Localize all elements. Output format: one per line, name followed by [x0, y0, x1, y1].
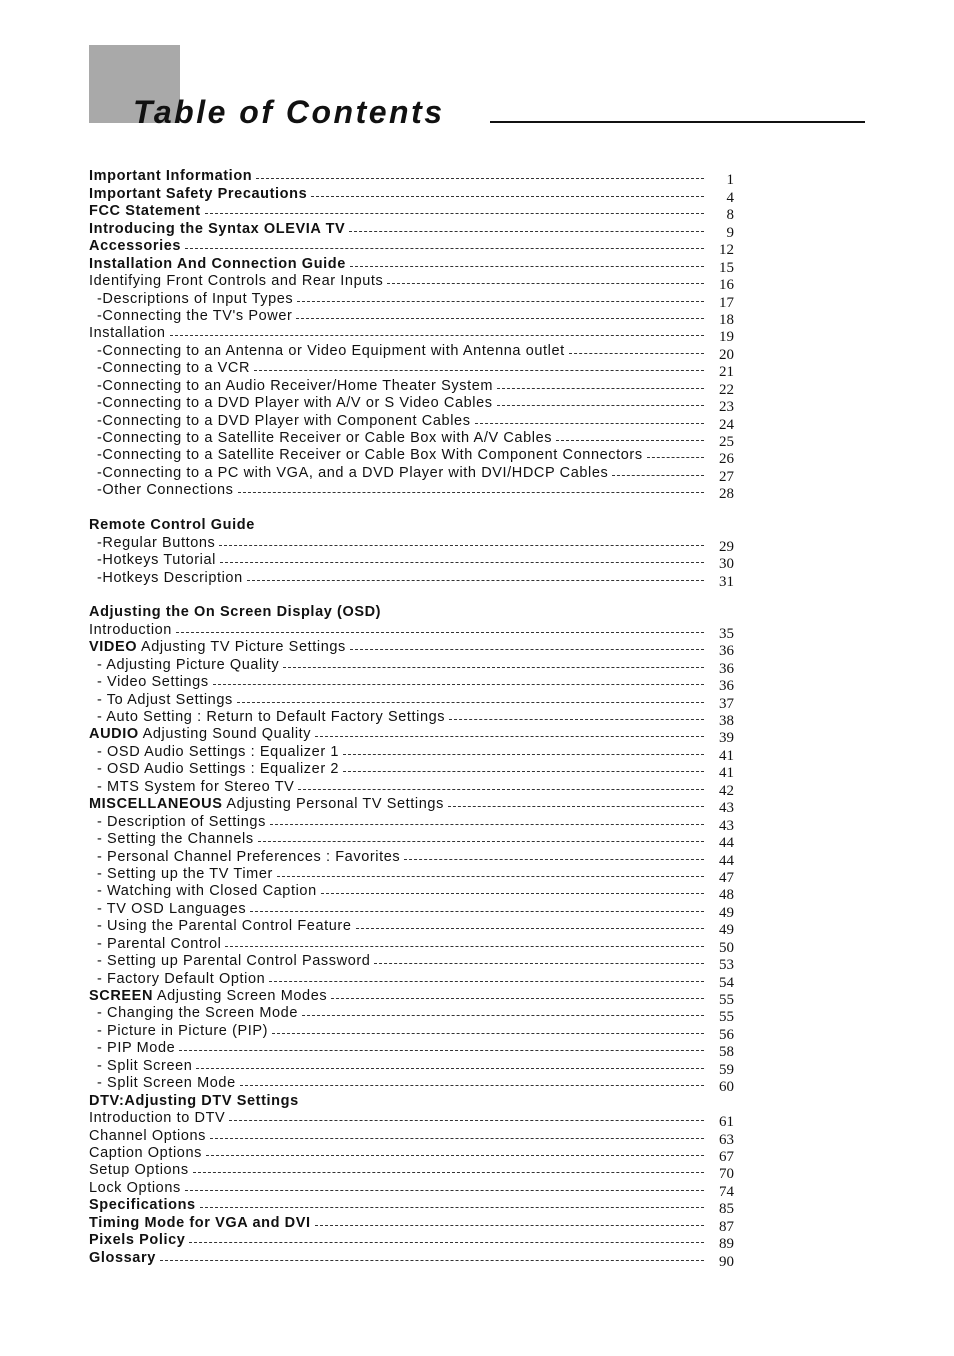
toc-page-number: 38 — [719, 713, 734, 729]
toc-page-number: 39 — [719, 730, 734, 747]
dot-leader — [205, 213, 704, 214]
toc-entry[interactable] — [89, 674, 734, 695]
toc-entry-title: - Split Screen — [97, 1057, 193, 1074]
dot-leader — [449, 719, 704, 720]
toc-section-heading[interactable] — [89, 517, 734, 534]
toc-entry-title: Setup Options — [89, 1162, 189, 1179]
dot-leader — [254, 370, 704, 371]
toc-entry-text: Adjusting TV Picture Settings — [137, 639, 346, 656]
dot-leader — [349, 231, 704, 232]
dot-leader — [160, 1260, 704, 1261]
toc-entry-title: - Description of Settings — [97, 813, 266, 830]
toc-spacer — [89, 499, 734, 516]
toc-entry-title: - Changing the Screen Mode — [97, 1005, 298, 1022]
toc-entry-title: -Connecting to a Satellite Receiver or Cable Box with A/V Cables — [97, 430, 553, 446]
toc-entry-title: Adjusting the On Screen Display (OSD) — [89, 604, 382, 621]
toc-entry-title: Pixels Policy — [89, 1232, 186, 1249]
toc-entry[interactable] — [89, 360, 734, 381]
dot-leader — [298, 789, 704, 790]
toc-entry[interactable] — [89, 220, 734, 241]
toc-page-number: 49 — [719, 922, 734, 939]
toc-entry[interactable] — [89, 1144, 734, 1165]
dot-leader — [356, 928, 704, 929]
toc-entry-title: Important Information — [89, 168, 253, 185]
dot-leader — [315, 736, 704, 737]
dot-leader — [277, 876, 704, 877]
toc-page-number: 35 — [719, 625, 734, 642]
toc-entry-title: - Factory Default Option — [97, 970, 266, 987]
toc-page-number: 24 — [719, 416, 734, 433]
dot-leader — [238, 492, 704, 493]
toc-page-number: 12 — [719, 242, 734, 259]
dot-leader — [179, 1050, 704, 1051]
toc-page-number: 37 — [719, 695, 734, 712]
toc-page-number: 43 — [719, 817, 734, 834]
toc-entry[interactable] — [89, 1040, 734, 1061]
dot-leader — [237, 702, 704, 703]
toc-page-number: 49 — [719, 904, 734, 921]
toc-page-number: 53 — [719, 957, 734, 974]
dot-leader — [321, 893, 704, 894]
toc-entry[interactable] — [89, 185, 734, 206]
toc-page-number: 85 — [719, 1201, 734, 1218]
toc-entry-title: Introducing the Syntax OLEVIA TV — [89, 220, 346, 237]
toc-page-number: 55 — [719, 992, 734, 1008]
toc-entry-title: Important Safety Precautions — [89, 185, 308, 202]
toc-entry-title: - Auto Setting : Return to Default Factory Settings — [97, 709, 446, 725]
toc-entry-lead: MISCELLANEOUS — [89, 796, 223, 813]
toc-page-number: 70 — [719, 1166, 734, 1183]
toc-entry-title: Remote Control Guide — [89, 517, 255, 534]
dot-leader — [272, 1033, 704, 1034]
toc-page-number: 26 — [719, 451, 734, 468]
toc-entry-title: -Connecting to a VCR — [97, 360, 251, 377]
dot-leader — [475, 423, 704, 424]
toc-entry[interactable] — [89, 1162, 734, 1183]
toc-entry-title: - Setting the Channels — [97, 831, 254, 848]
toc-page-number: 90 — [719, 1253, 734, 1270]
toc-page-number: 43 — [719, 800, 734, 817]
toc-entry[interactable] — [89, 848, 734, 869]
toc-entry[interactable] — [89, 1005, 734, 1026]
toc-page-number: 4 — [726, 189, 734, 206]
toc-entry[interactable] — [89, 1110, 734, 1131]
dot-leader — [189, 1242, 704, 1243]
dot-leader — [296, 318, 704, 319]
toc-entry[interactable] — [89, 709, 734, 729]
toc-entry-title: Installation And Connection Guide — [89, 255, 346, 272]
toc-page-number: 44 — [719, 835, 734, 852]
toc-entry-title: - Watching with Closed Caption — [97, 883, 317, 900]
dot-leader — [497, 388, 704, 389]
toc-entry[interactable] — [89, 447, 734, 468]
dot-leader — [331, 998, 704, 999]
toc-entry[interactable] — [89, 412, 734, 433]
toc-page-number: 42 — [719, 782, 734, 799]
toc-page-number: 22 — [719, 381, 734, 398]
dot-leader — [343, 754, 704, 755]
dot-leader — [374, 963, 704, 964]
toc-page-number: 58 — [719, 1044, 734, 1061]
toc-page-number: 60 — [719, 1079, 734, 1096]
toc-entry[interactable] — [89, 970, 734, 991]
dot-leader — [256, 178, 704, 179]
toc-entry-title: - OSD Audio Settings : Equalizer 1 — [97, 743, 340, 760]
dot-leader — [612, 475, 704, 476]
toc-entry[interactable] — [89, 395, 734, 416]
toc-page-number: 74 — [719, 1183, 734, 1200]
toc-entry[interactable] — [89, 1214, 734, 1235]
toc-entry-title: - Using the Parental Control Feature — [97, 918, 352, 935]
toc-entry[interactable] — [89, 691, 734, 712]
dot-leader — [210, 1138, 704, 1139]
toc-page-number: 25 — [719, 434, 734, 450]
dot-leader — [448, 806, 704, 807]
toc-entry-lead: SCREEN — [89, 988, 154, 1004]
dot-leader — [387, 283, 704, 284]
toc-page-number: 87 — [719, 1218, 734, 1235]
toc-entry-lead: AUDIO — [89, 726, 139, 743]
toc-page-number: 16 — [719, 277, 734, 294]
toc-page-number: 56 — [719, 1026, 734, 1043]
toc-entry-title: -Connecting to a DVD Player with A/V or S Video Cables — [97, 395, 493, 412]
toc-entry[interactable] — [89, 900, 734, 921]
dot-leader — [200, 1207, 704, 1208]
toc-entry[interactable] — [89, 377, 734, 398]
toc-page-number: 55 — [719, 1009, 734, 1026]
toc-entry-title: Identifying Front Controls and Rear Inputs — [89, 273, 384, 290]
dot-leader — [213, 684, 704, 685]
toc-entry-title: Introduction — [89, 621, 172, 638]
toc-entry[interactable] — [89, 1197, 734, 1218]
toc-page-number: 28 — [719, 486, 734, 503]
dot-leader — [302, 1015, 704, 1016]
toc-entry[interactable] — [89, 342, 734, 363]
toc-page-number: 59 — [719, 1061, 734, 1078]
dot-leader — [404, 859, 704, 860]
dot-leader — [220, 562, 704, 563]
toc-page-number: 9 — [726, 224, 734, 241]
toc-entry[interactable] — [89, 935, 734, 956]
toc-entry[interactable] — [89, 290, 734, 311]
toc-entry[interactable] — [89, 1075, 734, 1096]
toc-entry[interactable] — [89, 918, 734, 939]
toc-page-number: 20 — [719, 346, 734, 363]
dot-leader — [185, 1190, 704, 1191]
toc-entry-title: -Connecting to a PC with VGA, and a DVD Player with DVI/HDCP Cables — [97, 464, 609, 481]
toc-entry[interactable] — [89, 953, 734, 974]
toc-page-number: 31 — [719, 573, 734, 590]
toc-entry-title — [89, 796, 448, 813]
toc-entry-title: - Setting up Parental Control Password — [97, 953, 371, 970]
table-of-contents — [89, 168, 734, 1270]
toc-entry[interactable] — [89, 1179, 734, 1200]
page-title: Table of Contents — [133, 94, 445, 130]
dot-leader — [350, 649, 704, 650]
dot-leader — [219, 545, 704, 546]
dot-leader — [283, 667, 704, 668]
toc-entry[interactable] — [89, 1127, 734, 1148]
toc-entry-title: - TV OSD Languages — [97, 900, 247, 917]
toc-entry-lead: VIDEO — [89, 639, 138, 656]
toc-entry[interactable] — [89, 273, 734, 294]
toc-page-number: 36 — [719, 678, 734, 695]
toc-entry[interactable] — [89, 325, 734, 346]
toc-spacer — [89, 587, 734, 604]
toc-entry-title: DTV:Adjusting DTV Settings — [89, 1092, 299, 1109]
toc-entry[interactable] — [89, 1249, 734, 1270]
toc-entry[interactable] — [89, 534, 734, 555]
toc-entry-title: Introduction to DTV — [89, 1110, 226, 1127]
toc-page-number: 89 — [719, 1236, 734, 1253]
toc-page-number: 21 — [719, 364, 734, 381]
dot-leader — [206, 1155, 704, 1156]
toc-entry[interactable] — [89, 743, 734, 764]
toc-entry-text: Adjusting Sound Quality — [138, 726, 312, 743]
dot-leader — [185, 248, 704, 249]
toc-page-number: 54 — [719, 974, 734, 991]
toc-page-number: 48 — [719, 887, 734, 904]
toc-page-number: 63 — [719, 1131, 734, 1148]
toc-entry[interactable] — [89, 255, 734, 276]
toc-page-number: 41 — [719, 747, 734, 764]
toc-entry[interactable] — [89, 988, 734, 1008]
toc-entry-title: Installation — [89, 325, 166, 342]
toc-page-number: 1 — [726, 172, 734, 189]
dot-leader — [497, 405, 704, 406]
toc-section-heading[interactable] — [89, 1092, 734, 1109]
dot-leader — [258, 841, 704, 842]
dot-leader — [229, 1120, 704, 1121]
toc-entry-title: - Adjusting Picture Quality — [97, 656, 280, 673]
dot-leader — [297, 301, 704, 302]
toc-entry[interactable] — [89, 726, 734, 747]
dot-leader — [315, 1225, 704, 1226]
toc-entry-title: - Setting up the TV Timer — [97, 865, 273, 882]
toc-entry[interactable] — [89, 656, 734, 677]
toc-entry-title: - To Adjust Settings — [97, 691, 233, 708]
toc-entry[interactable] — [89, 796, 734, 817]
toc-page-number: 23 — [719, 399, 734, 416]
toc-entry-title: - PIP Mode — [97, 1040, 176, 1057]
toc-entry-title — [89, 726, 315, 743]
toc-entry-title: Caption Options — [89, 1144, 202, 1161]
toc-page-number: 18 — [719, 311, 734, 328]
toc-entry-title: Lock Options — [89, 1179, 181, 1196]
dot-leader — [311, 196, 704, 197]
toc-entry-title: Timing Mode for VGA and DVI — [89, 1214, 311, 1231]
toc-page-number: 15 — [719, 259, 734, 276]
dot-leader — [176, 632, 704, 633]
toc-entry-title: -Connecting to a Satellite Receiver or Cable Box With Component Connectors — [97, 447, 643, 464]
toc-page-number: 61 — [719, 1114, 734, 1131]
toc-entry-title: - MTS System for Stereo TV — [97, 778, 295, 795]
toc-entry[interactable] — [89, 569, 734, 590]
toc-entry[interactable] — [89, 482, 734, 503]
dot-leader — [350, 266, 704, 267]
toc-entry-title: Channel Options — [89, 1127, 207, 1144]
toc-entry-title: -Hotkeys Tutorial — [97, 552, 216, 569]
dot-leader — [240, 1085, 704, 1086]
toc-entry[interactable] — [89, 761, 734, 782]
toc-page-number: 44 — [719, 852, 734, 869]
toc-entry-title: - OSD Audio Settings : Equalizer 2 — [97, 761, 340, 778]
title-rule — [490, 121, 865, 123]
toc-entry-text: Adjusting Screen Modes — [153, 988, 328, 1004]
toc-entry-title: Specifications — [89, 1197, 196, 1214]
toc-entry-title: -Connecting to an Antenna or Video Equipment with Antenna outlet — [97, 342, 565, 359]
toc-entry[interactable] — [89, 1232, 734, 1253]
toc-entry-title: -Hotkeys Description — [97, 569, 243, 586]
toc-entry-title: -Connecting to a DVD Player with Component Cables — [97, 412, 471, 429]
toc-entry-title: -Connecting to an Audio Receiver/Home Theater System — [97, 377, 494, 394]
toc-entry[interactable] — [89, 430, 734, 450]
dot-leader — [269, 981, 704, 982]
toc-entry[interactable] — [89, 1057, 734, 1078]
toc-page-number: 29 — [719, 538, 734, 555]
toc-section-heading[interactable] — [89, 604, 734, 621]
toc-entry-title — [89, 639, 350, 656]
toc-entry-title: - Split Screen Mode — [97, 1075, 236, 1092]
dot-leader — [556, 440, 704, 441]
toc-entry[interactable] — [89, 238, 734, 259]
toc-entry-title: Glossary — [89, 1249, 156, 1266]
toc-page-number: 27 — [719, 468, 734, 485]
toc-entry[interactable] — [89, 831, 734, 852]
toc-page-number: 17 — [719, 294, 734, 311]
toc-entry[interactable] — [89, 168, 734, 189]
toc-page-number: 8 — [726, 207, 734, 224]
toc-entry-title: -Connecting the TV's Power — [97, 307, 293, 324]
dot-leader — [193, 1172, 704, 1173]
dot-leader — [647, 457, 704, 458]
toc-entry[interactable] — [89, 621, 734, 642]
toc-entry-title: -Other Connections — [97, 482, 234, 499]
toc-page-number: 36 — [719, 643, 734, 660]
toc-page-number: 67 — [719, 1148, 734, 1165]
toc-entry[interactable] — [89, 464, 734, 485]
dot-leader — [270, 824, 704, 825]
toc-entry-title: -Descriptions of Input Types — [97, 290, 294, 307]
toc-page-number: 36 — [719, 660, 734, 677]
toc-page-number: 41 — [719, 765, 734, 782]
toc-page-number: 50 — [719, 939, 734, 956]
dot-leader — [196, 1068, 704, 1069]
dot-leader — [343, 771, 704, 772]
toc-entry[interactable] — [89, 778, 734, 799]
toc-entry[interactable] — [89, 883, 734, 904]
toc-entry[interactable] — [89, 813, 734, 834]
dot-leader — [170, 335, 704, 336]
toc-page-number: 19 — [719, 329, 734, 346]
dot-leader — [250, 911, 704, 912]
toc-entry[interactable] — [89, 203, 734, 224]
toc-entry[interactable] — [89, 307, 734, 328]
toc-page-number: 47 — [719, 869, 734, 886]
dot-leader — [569, 353, 704, 354]
toc-entry[interactable] — [89, 552, 734, 573]
toc-entry-title: - Parental Control — [97, 935, 222, 952]
toc-entry[interactable] — [89, 1022, 734, 1043]
toc-entry-title: - Picture in Picture (PIP) — [97, 1022, 269, 1039]
toc-entry-title: Accessories — [89, 238, 182, 255]
dot-leader — [247, 580, 704, 581]
toc-entry-text: Adjusting Personal TV Settings — [222, 796, 444, 813]
toc-entry[interactable] — [89, 639, 734, 660]
dot-leader — [225, 946, 704, 947]
toc-page-number: 30 — [719, 556, 734, 573]
toc-entry-title: FCC Statement — [89, 203, 201, 220]
toc-entry[interactable] — [89, 865, 734, 886]
toc-entry-title: -Regular Buttons — [97, 534, 216, 551]
toc-entry-title: - Personal Channel Preferences : Favorites — [97, 848, 401, 865]
toc-entry-title — [89, 988, 331, 1005]
toc-entry-title: - Video Settings — [97, 674, 209, 691]
